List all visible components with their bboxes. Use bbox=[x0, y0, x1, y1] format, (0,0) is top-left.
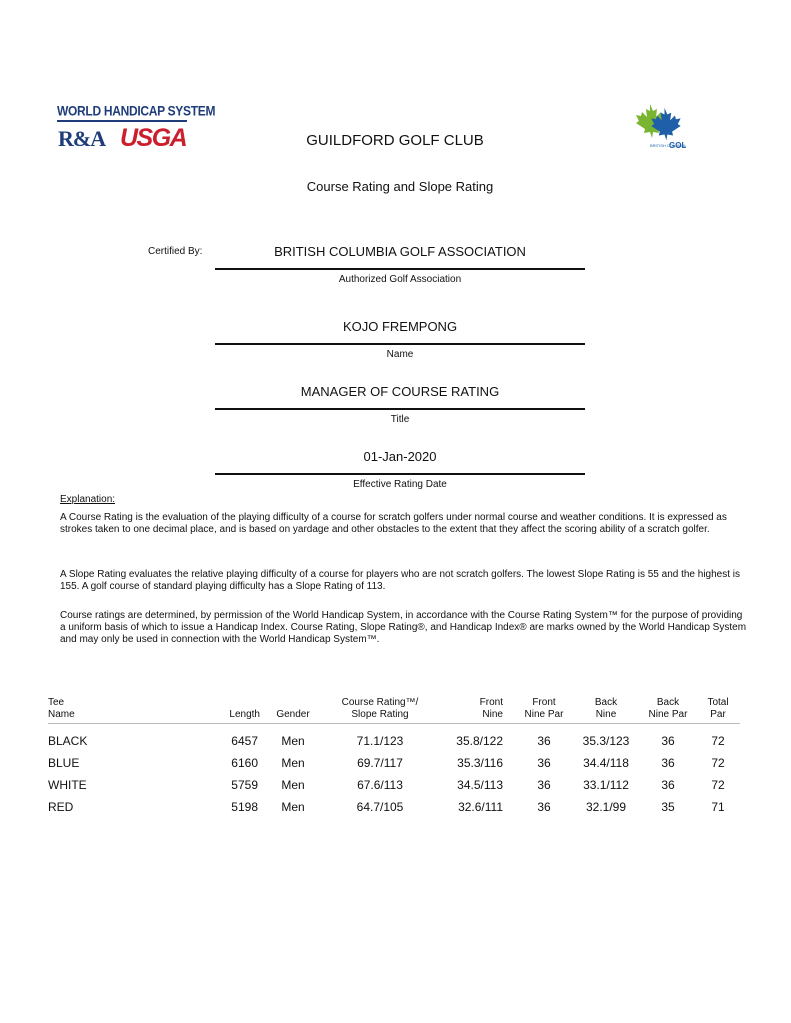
title-line bbox=[215, 408, 585, 410]
tee-name-cell: WHITE bbox=[48, 778, 87, 792]
length-cell: 6160 bbox=[231, 756, 258, 770]
title-value: MANAGER OF COURSE RATING bbox=[300, 384, 500, 399]
front-nine-cell: 34.5/113 bbox=[457, 778, 503, 792]
maple-leaf-icon bbox=[636, 100, 686, 152]
header-tee-name: Tee Name bbox=[48, 697, 75, 720]
tee-name-cell: BLUE bbox=[48, 756, 80, 770]
gender-cell: Men bbox=[281, 756, 305, 770]
table-row bbox=[48, 800, 740, 820]
association-value: BRITISH COLUMBIA GOLF ASSOCIATION bbox=[274, 244, 526, 259]
course-slope-rating-cell: 64.7/105 bbox=[356, 800, 404, 814]
header-back-nine-par: Back Nine Par bbox=[648, 697, 688, 720]
back-nine-par-cell: 35 bbox=[661, 800, 675, 814]
length-cell: 6457 bbox=[231, 734, 258, 748]
total-par-cell: 72 bbox=[711, 734, 725, 748]
back-nine-cell: 35.3/123 bbox=[582, 734, 630, 748]
header-front-nine: Front Nine bbox=[479, 697, 503, 720]
back-nine-par-cell: 36 bbox=[661, 734, 675, 748]
table-row bbox=[48, 734, 740, 754]
table-row bbox=[48, 756, 740, 776]
certified-by-label: Certified By: bbox=[148, 246, 203, 257]
header-back-nine: Back Nine bbox=[594, 697, 618, 720]
front-nine-par-cell: 36 bbox=[537, 756, 551, 770]
effective-date-line bbox=[215, 473, 585, 475]
course-slope-rating-cell: 69.7/117 bbox=[357, 756, 403, 770]
title-label: Title bbox=[390, 414, 410, 425]
back-nine-cell: 32.1/99 bbox=[585, 800, 627, 814]
usga-logo: USGA bbox=[120, 124, 187, 152]
name-label: Name bbox=[386, 349, 414, 360]
effective-date-value: 01-Jan-2020 bbox=[363, 449, 437, 464]
bc-logo-golf-text: GOL bbox=[669, 141, 686, 150]
gender-cell: Men bbox=[281, 778, 305, 792]
front-nine-par-cell: 36 bbox=[537, 800, 551, 814]
association-label: Authorized Golf Association bbox=[338, 274, 462, 285]
header-front-nine-par: Front Nine Par bbox=[524, 697, 564, 720]
whs-logo bbox=[57, 103, 216, 122]
association-line bbox=[215, 268, 585, 270]
explanation-heading: Explanation: bbox=[60, 494, 116, 505]
back-nine-par-cell: 36 bbox=[661, 756, 675, 770]
ra-logo: R&A bbox=[58, 126, 106, 151]
header-gender: Gender bbox=[276, 709, 310, 720]
course-slope-rating-cell: 67.6/113 bbox=[357, 778, 403, 792]
header-total-par: Total Par bbox=[707, 697, 729, 720]
back-nine-cell: 33.1/112 bbox=[583, 778, 629, 792]
front-nine-par-cell: 36 bbox=[537, 778, 551, 792]
back-nine-par-cell: 36 bbox=[661, 778, 675, 792]
club-name: GUILDFORD GOLF CLUB bbox=[306, 132, 484, 149]
ratings-table-header bbox=[48, 697, 740, 724]
length-cell: 5198 bbox=[231, 800, 258, 814]
back-nine-cell: 34.4/118 bbox=[583, 756, 629, 770]
total-par-cell: 71 bbox=[711, 800, 725, 814]
front-nine-cell: 32.6/111 bbox=[458, 800, 503, 814]
total-par-cell: 72 bbox=[711, 756, 725, 770]
course-slope-rating-cell: 71.1/123 bbox=[356, 734, 404, 748]
gender-cell: Men bbox=[281, 800, 305, 814]
whs-logo-text: WORLD HANDICAP SYSTEM bbox=[57, 103, 216, 120]
tee-name-cell: BLACK bbox=[48, 734, 88, 748]
explanation-paragraph-slope-rating: A Slope Rating evaluates the relative playing difficulty of a course for players who are not scratch golfers. The lowest Slope Rating is 55 and the highest is 155. A golf course of standard playing difficulty has a Slope Rating of 113. bbox=[60, 569, 741, 592]
whs-logo-underline bbox=[57, 120, 187, 122]
bc-golf-logo bbox=[636, 100, 686, 152]
front-nine-cell: 35.3/116 bbox=[457, 756, 503, 770]
header-length: Length bbox=[229, 709, 260, 720]
header-course-slope-rating: Course Rating™/ Slope Rating bbox=[341, 697, 419, 720]
name-value: KOJO FREMPONG bbox=[342, 319, 458, 334]
front-nine-cell: 35.8/122 bbox=[456, 734, 503, 748]
front-nine-par-cell: 36 bbox=[537, 734, 551, 748]
explanation-paragraph-course-rating: A Course Rating is the evaluation of the playing difficulty of a course for scratch golfers under normal course and weather conditions. It is expressed as strokes taken to one decimal place, and is based on yardage and other obstacles to the extent that they affect the scoring ability of a scratch golfer. bbox=[60, 512, 727, 535]
length-cell: 5759 bbox=[231, 778, 258, 792]
tee-name-cell: RED bbox=[48, 800, 74, 814]
gender-cell: Men bbox=[281, 734, 305, 748]
explanation-paragraph-rating-system: Course ratings are determined, by permission of the World Handicap System, in accordance with the Course Rating System™ for the purpose of providing a uniform basis of which to issue a Handicap Index. Course Rating, Slope Rating®, and Handicap Index® are marks owned by the World Handicap System and may only be used in connection with the World Handicap System™. bbox=[60, 610, 747, 645]
page-subtitle: Course Rating and Slope Rating bbox=[306, 179, 494, 194]
total-par-cell: 72 bbox=[711, 778, 725, 792]
effective-date-label: Effective Rating Date bbox=[353, 479, 447, 490]
name-line bbox=[215, 343, 585, 345]
table-row bbox=[48, 778, 740, 798]
bc-logo-small-text: BRITISH COLUMBIA bbox=[650, 143, 686, 148]
